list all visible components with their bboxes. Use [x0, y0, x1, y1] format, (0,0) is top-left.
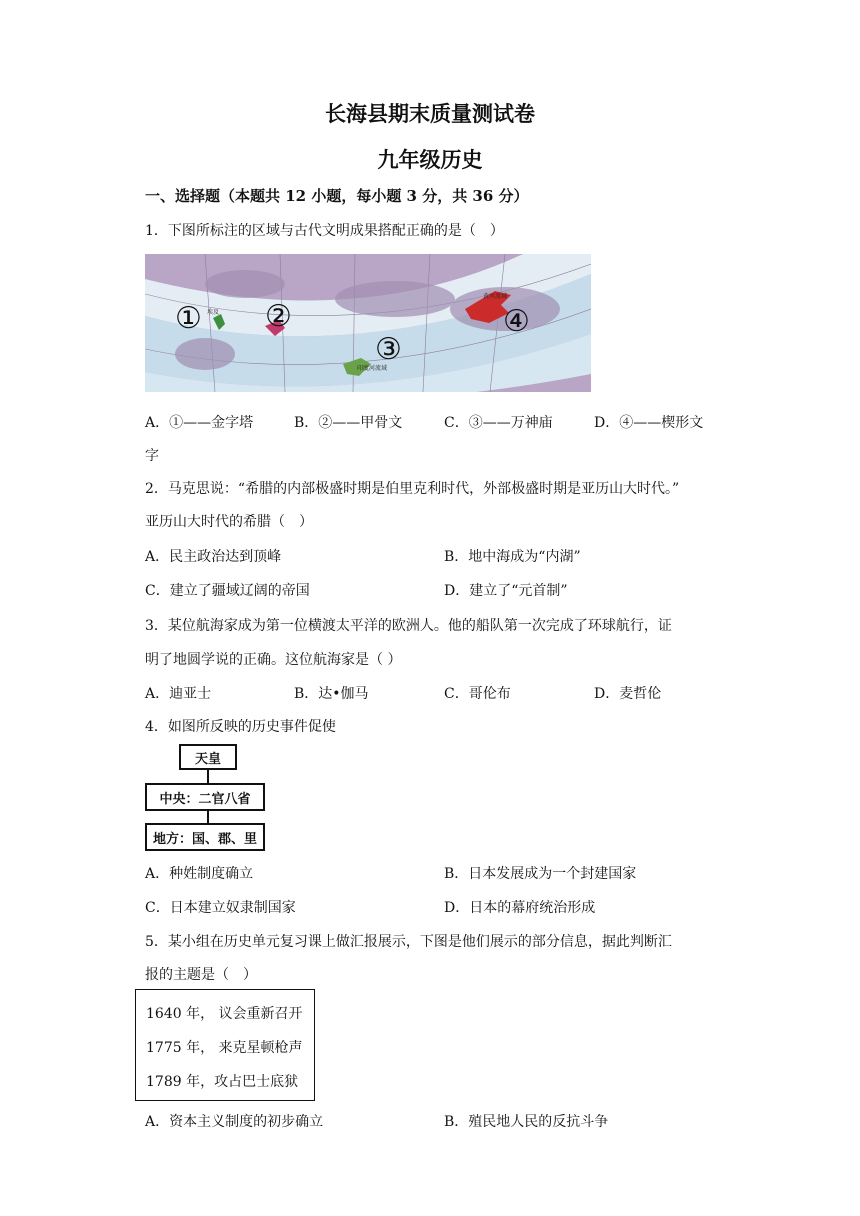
q2-option-a: A．民主政治达到顶峰 — [145, 549, 282, 565]
map-marker-1: ① — [175, 301, 202, 336]
diagram-box-local: 地方：国、郡、里 — [145, 823, 265, 851]
question-2-stem-line1: 2．马克思说：“希腊的内部极盛时期是伯里克利时代，外部极盛时期是亚历山大时代。” — [145, 481, 680, 497]
map-label-huanghe: 黄河流域 — [483, 293, 508, 300]
section-heading: 一、选择题（本题共 12 小题，每小题 3 分，共 36 分） — [145, 187, 529, 205]
q3-option-c: C．哥伦布 — [444, 686, 511, 702]
event-1640: 1640 年， 议会重新召开 — [146, 1006, 303, 1022]
map-graphic — [145, 254, 591, 392]
q3-option-b: B．达•伽马 — [294, 686, 369, 702]
q1-option-b: B．②——甲骨文 — [294, 415, 403, 431]
q4-option-c: C．日本建立奴隶制国家 — [145, 900, 296, 916]
q5-option-b: B．殖民地人民的反抗斗争 — [444, 1114, 609, 1130]
q1-option-d-continued: 字 — [145, 448, 159, 464]
q5-option-a: A．资本主义制度的初步确立 — [145, 1114, 324, 1130]
diagram-connector-top — [207, 770, 209, 783]
diagram-box-central: 中央：二官八省 — [145, 783, 265, 811]
map-marker-4: ④ — [503, 304, 530, 339]
q2-option-c: C．建立了疆域辽阔的帝国 — [145, 583, 310, 599]
q2-option-b: B．地中海成为“内湖” — [444, 549, 581, 565]
events-info-box — [135, 989, 315, 1101]
q1-option-d: D．④——楔形文 — [594, 415, 704, 431]
q1-option-a: A．①——金字塔 — [145, 415, 254, 431]
diagram-connector-bottom — [207, 811, 209, 823]
map-label-indus: 印度河流域 — [357, 365, 388, 372]
q3-option-d: D．麦哲伦 — [594, 686, 662, 702]
q3-option-a: A．迪亚士 — [145, 686, 212, 702]
map-marker-2: ② — [265, 299, 292, 334]
question-1-stem: 1．下图所标注的区域与古代文明成果搭配正确的是（ ） — [145, 223, 504, 239]
question-3-stem-line1: 3．某位航海家成为第一位横渡太平洋的欧洲人。他的船队第一次完成了环球航行，证 — [145, 618, 672, 634]
q2-option-d: D．建立了“元首制” — [444, 583, 568, 599]
q4-option-d: D．日本的幕府统治形成 — [444, 900, 596, 916]
event-1789: 1789 年，攻占巴士底狱 — [146, 1074, 299, 1090]
question-3-stem-line2: 明了地圆学说的正确。这位航海家是（ ） — [145, 652, 402, 668]
question-5-stem-line2: 报的主题是（ ） — [145, 967, 257, 983]
question-4-stem: 4．如图所反映的历史事件促使 — [145, 719, 336, 735]
diagram-box-emperor: 天皇 — [179, 744, 237, 770]
map-label-egypt: 埃及 — [207, 309, 220, 316]
q4-option-a: A．种姓制度确立 — [145, 866, 254, 882]
paper-subtitle: 九年级历史 — [377, 147, 483, 172]
map-marker-3: ③ — [375, 332, 402, 367]
event-1775: 1775 年， 来克星顿枪声 — [146, 1040, 303, 1056]
ancient-civilizations-map — [145, 254, 591, 392]
question-2-stem-line2: 亚历山大时代的希腊（ ） — [145, 514, 313, 530]
question-5-stem-line1: 5．某小组在历史单元复习课上做汇报展示，下图是他们展示的部分信息，据此判断汇 — [145, 934, 672, 950]
q4-option-b: B．日本发展成为一个封建国家 — [444, 866, 637, 882]
paper-title: 长海县期末质量测试卷 — [325, 101, 535, 126]
q1-option-c: C．③——万神庙 — [444, 415, 553, 431]
